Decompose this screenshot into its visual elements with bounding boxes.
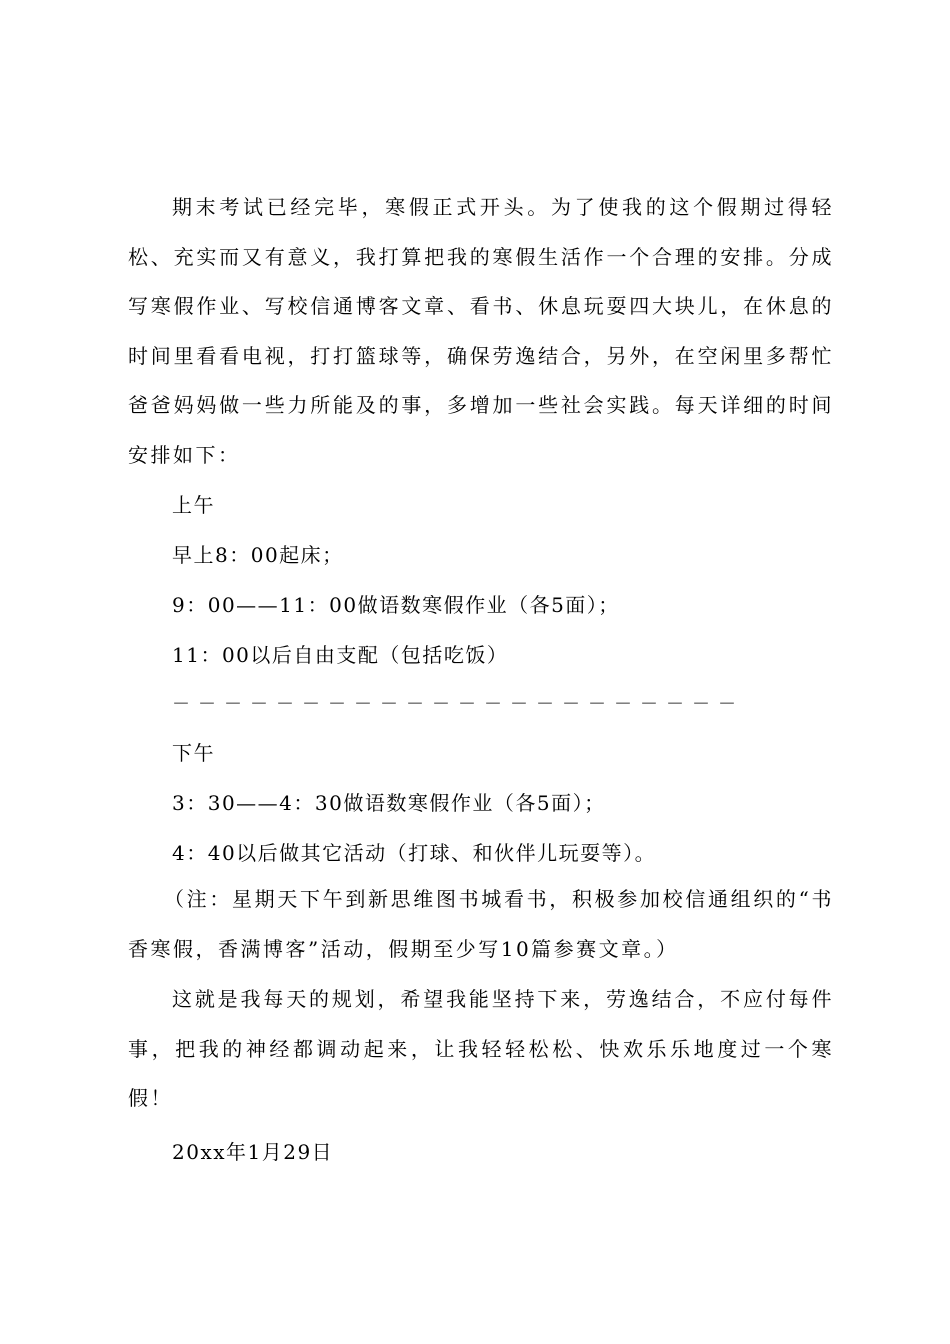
- dashed-separator: －－－－－－－－－－－－－－－－－－－－－－: [172, 694, 744, 715]
- schedule-item-free-time: 11：00以后自由支配（包括吃饭）: [172, 643, 509, 667]
- afternoon-heading: 下午: [172, 741, 215, 765]
- document-date: 20xx年1月29日: [172, 1140, 334, 1164]
- schedule-item-morning-homework: 9：00——11：00做语数寒假作业（各5面）；: [172, 593, 620, 617]
- morning-heading: 上午: [172, 493, 215, 517]
- schedule-item-afternoon-homework: 3：30——4：30做语数寒假作业（各5面）；: [172, 791, 606, 815]
- closing-paragraph: 这就是我每天的规划，希望我能坚持下来，劳逸结合，不应付每件事，把我的神经都调动起来，让我轻轻松松、快欢乐乐地度过一个寒假！: [128, 987, 834, 1110]
- schedule-item-wake-up: 早上8：00起床；: [172, 543, 344, 567]
- intro-paragraph: 期末考试已经完毕，寒假正式开头。为了使我的这个假期过得轻松、充实而又有意义，我打算把我的寒假生活作一个合理的安排。分成写寒假作业、写校信通博客文章、看书、休息玩耍四大块儿，在休息的时间里看看电视，打打篮球等，确保劳逸结合，另外，在空闲里多帮忙爸爸妈妈做一些力所能及的事，多增加一些社会实践。每天详细的时间安排如下：: [128, 195, 834, 467]
- schedule-item-other-activities: 4：40以后做其它活动（打球、和伙伴儿玩耍等）。: [172, 841, 657, 865]
- note-paragraph: （注：星期天下午到新思维图书城看书，积极参加校信通组织的“书香寒假，香满博客”活动，假期至少写10篇参赛文章。）: [128, 887, 834, 961]
